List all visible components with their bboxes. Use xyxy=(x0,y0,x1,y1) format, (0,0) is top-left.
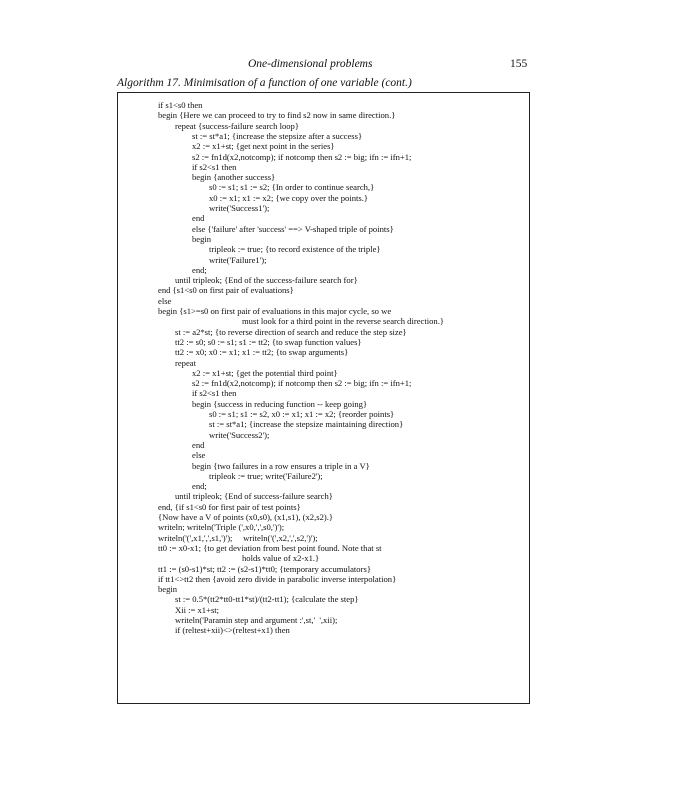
code-line: writeln('(',x1,',',s1,')'); writeln('(',x2,',',s2,')'); xyxy=(158,532,318,543)
code-line: tt0 := x0-x1; {to get deviation from best point found. Note that st xyxy=(158,542,382,553)
code-line: end {s1<s0 on first pair of evaluations} xyxy=(158,285,294,296)
code-line: if s2<s1 then xyxy=(192,388,237,399)
code-line: st := st*a1; {increase the stepsize maintaining direction} xyxy=(209,419,404,430)
code-line: tt2 := s0; s0 := s1; s1 := tt2; {to swap function values} xyxy=(175,336,362,347)
code-line: end, {if s1<s0 for first pair of test points} xyxy=(158,501,301,512)
code-line: begin {Here we can proceed to try to find s2 now in same direction.} xyxy=(158,110,396,121)
code-line: s0 := s1; s1 := s2, x0 := x1; x1 := x2; {reorder points} xyxy=(209,409,395,419)
page-number: 155 xyxy=(510,58,528,70)
code-line: repeat {success-failure search loop} xyxy=(175,120,299,131)
code-line: end xyxy=(192,213,205,224)
code-line: tripleok := true; {to record existence of the triple} xyxy=(209,244,381,255)
code-line: s2 := fn1d(x2,notcomp); if notcomp then s2 := big; ifn := ifn+1; xyxy=(192,378,412,389)
code-line: else xyxy=(192,450,206,461)
code-line: writeln; writeln('Triple (',x0,',',s0,')'); xyxy=(158,522,285,533)
code-line: begin {two failures in a row ensures a triple in a V} xyxy=(192,460,370,471)
code-line: begin {s1>=s0 on first pair of evaluations in this major cycle, so we xyxy=(158,306,392,316)
code-line: repeat xyxy=(175,357,196,368)
code-line: if s2<s1 then xyxy=(192,161,237,172)
code-line: s0 := s1; s1 := s2; {In order to continue search,} xyxy=(209,182,375,193)
code-line: else {'failure' after 'success' ==> V-shaped triple of points} xyxy=(192,223,394,234)
code-line: begin xyxy=(158,584,178,595)
code-line: holds value of x2-x1.} xyxy=(242,553,320,564)
code-line: write('Success1'); xyxy=(209,203,270,213)
code-line: s2 := fn1d(x2,notcomp); if notcomp then s2 := big; ifn := ifn+1; xyxy=(192,151,412,162)
code-line: x0 := x1; x1 := x2; {we copy over the points.} xyxy=(209,192,369,203)
code-line: begin xyxy=(192,233,212,244)
code-line: Xii := x1+st; xyxy=(175,604,220,615)
code-line: if (reltest+xii)<>(reltest+x1) then xyxy=(175,625,290,636)
code-line: if s1<s0 then xyxy=(158,100,203,110)
code-line: end xyxy=(192,439,205,450)
code-line: until tripleok; {End of success-failure search} xyxy=(175,491,333,502)
code-line: begin {success in reducing function -- keep going} xyxy=(192,398,368,409)
code-line: x2 := x1+st; {get next point in the series} xyxy=(192,141,335,152)
code-line: end; xyxy=(192,481,207,492)
code-line: else xyxy=(158,295,172,306)
code-line: write('Success2'); xyxy=(209,429,270,440)
code-line: write('Failure1'); xyxy=(209,254,267,265)
code-line: st := a2*st; {to reverse direction of search and reduce the step size} xyxy=(175,326,407,337)
code-line: {Now have a V of points (x0,s0), (x1,s1), (x2,s2).} xyxy=(158,512,334,522)
code-line: end; xyxy=(192,264,207,275)
running-title: One-dimensional problems xyxy=(248,58,373,70)
code-line: until tripleok; {End of the success-failure search for} xyxy=(175,275,358,286)
code-line: if tt1<>tt2 then {avoid zero divide in parabolic inverse interpolation} xyxy=(158,573,397,584)
code-line: tt2 := x0; x0 := x1; x1 := tt2; {to swap arguments} xyxy=(175,347,349,358)
code-listing-box xyxy=(117,92,530,704)
code-line: x2 := x1+st; {get the potential third point} xyxy=(192,367,338,378)
code-line: tripleok := true; write('Failure2'); xyxy=(209,470,323,481)
code-line: tt1 := (s0-s1)*st; tt2 := (s2-s1)*tt0; {temporary accumulators} xyxy=(158,563,371,574)
code-line: writeln('Paramin step and argument :',st,' ',xii); xyxy=(175,615,338,625)
code-line: st := st*a1; {increase the stepsize after a success} xyxy=(192,130,363,141)
algorithm-caption: Algorithm 17. Minimisation of a function of one variable (cont.) xyxy=(117,77,412,89)
code-line: must look for a third point in the reverse search direction.} xyxy=(242,316,444,327)
code-line: begin {another success} xyxy=(192,172,276,183)
code-line: st := 0.5*(tt2*tt0-tt1*st)/(tt2-tt1); {calculate the step} xyxy=(175,594,359,605)
page-header xyxy=(0,58,687,74)
